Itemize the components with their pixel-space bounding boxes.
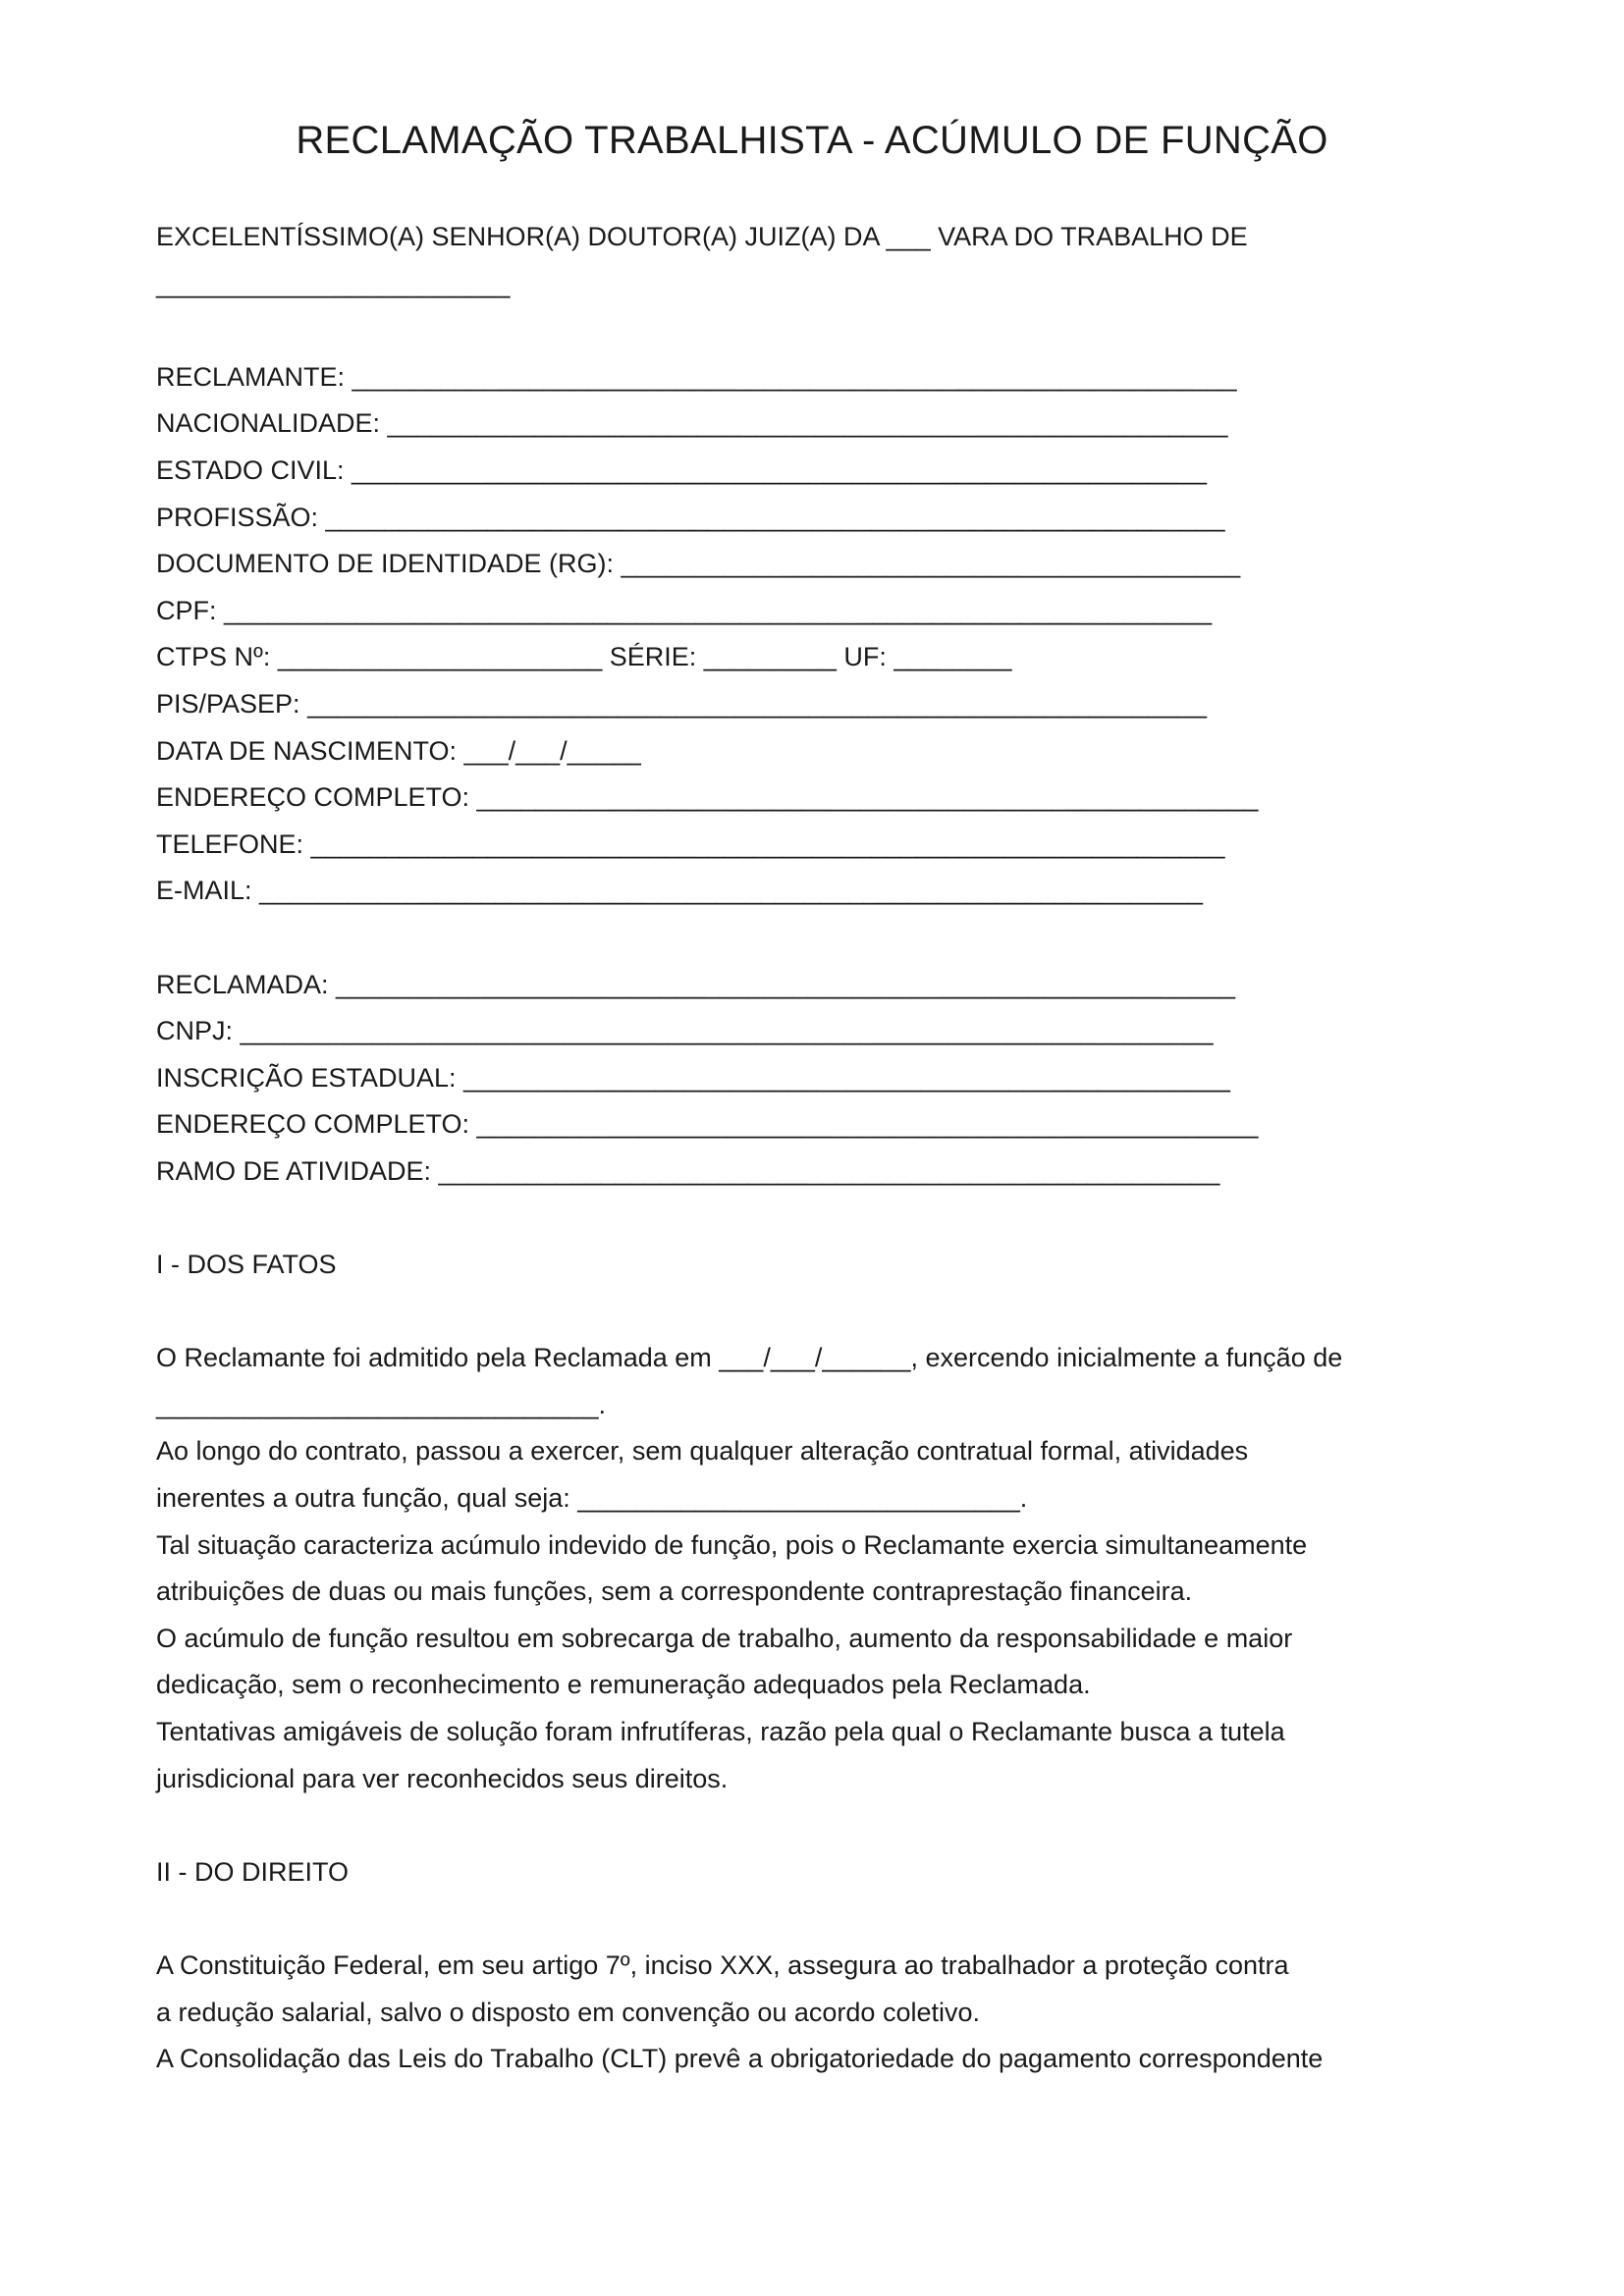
paragraph-line: atribuições de duas ou mais funções, sem a correspondente contraprestação financeira. [156,1576,1193,1607]
document-body [156,214,1472,2083]
court-address-line: EXCELENTÍSSIMO(A) SENHOR(A) DOUTOR(A) JUIZ(A) DA ___ VARA DO TRABALHO DE [156,222,1248,251]
paragraph-line: Tentativas amigáveis de solução foram infrutíferas, razão pela qual o Reclamante busca a tutela [156,1717,1285,1746]
paragraph-line: jurisdicional para ver reconhecidos seus direitos. [156,1763,729,1793]
paragraph-line: A Constituição Federal, em seu artigo 7º, inciso XXX, assegura ao trabalhador a proteção contra [156,1949,1289,1980]
spacer [156,1289,1472,1336]
paragraph-line: Tal situação caracteriza acúmulo indevido de função, pois o Reclamante exercia simultaneamente [156,1529,1308,1560]
direito-paragraph [156,1943,1472,2083]
cnpj-field: CNPJ: __________________________________________________________________ [156,1016,1214,1046]
paragraph-line: inerentes a outra função, qual seja: ______________________________. [156,1483,1028,1514]
paragraph-line: ______________________________. [156,1389,606,1419]
reclamante-field: RECLAMANTE: ____________________________________________________________ [156,361,1237,392]
paragraph-line: O acúmulo de função resultou em sobrecarga de trabalho, aumento da responsabilidade e maior [156,1623,1293,1653]
cpf-field: CPF: ___________________________________________________________________ [156,595,1213,625]
estado-civil-field: ESTADO CIVIL: __________________________________________________________ [156,454,1207,485]
paragraph-line: Ao longo do contrato, passou a exercer, sem qualquer alteração contratual formal, atividades [156,1436,1249,1467]
data-nascimento-field: DATA DE NASCIMENTO: ___/___/_____ [156,735,641,766]
telefone-field: TELEFONE: ______________________________________________________________ [156,828,1225,859]
section-heading-fatos: I - DOS FATOS [156,1250,337,1280]
spacer [156,1802,1472,1849]
spacer [156,1896,1472,1943]
reclamada-field: RECLAMADA: _____________________________________________________________ [156,969,1236,999]
ramo-atividade-field: RAMO DE ATIVIDADE: _____________________________________________________ [156,1155,1220,1186]
section-heading-direito: II - DO DIREITO [156,1856,350,1887]
spacer [156,915,1472,962]
profissao-field: PROFISSÃO: _____________________________________________________________ [156,502,1225,532]
nacionalidade-field: NACIONALIDADE: _________________________________________________________ [156,408,1228,439]
paragraph-line: a redução salarial, salvo o disposto em convenção ou acordo coletivo. [156,1997,980,2027]
endereco-reclamante-field: ENDEREÇO COMPLETO: _____________________________________________________ [156,782,1259,813]
spacer [156,307,1472,354]
document-title: RECLAMAÇÃO TRABALHISTA - ACÚMULO DE FUNÇÃO [296,119,1328,162]
pis-pasep-field: PIS/PASEP: _____________________________________________________________ [156,688,1208,719]
reclamada-section [156,962,1472,1196]
court-city-blank: ________________________ [156,268,511,298]
paragraph-line: O Reclamante foi admitido pela Reclamada em ___/___/______, exercendo inicialmente a função de [156,1343,1343,1373]
paragraph-line: dedicação, sem o reconhecimento e remuneração adequados pela Reclamada. [156,1670,1091,1700]
spacer [156,1195,1472,1242]
fatos-paragraph [156,1335,1472,1802]
endereco-reclamada-field: ENDEREÇO COMPLETO: _____________________________________________________ [156,1109,1259,1140]
ctps-field: CTPS Nº: ______________________ SÉRIE: _________ UF: ________ [156,642,1012,672]
reclamante-section [156,354,1472,915]
email-field: E-MAIL: ________________________________________________________________ [156,876,1204,906]
rg-field: DOCUMENTO DE IDENTIDADE (RG): __________________________________________ [156,549,1241,579]
inscricao-estadual-field: INSCRIÇÃO ESTADUAL: ____________________________________________________ [156,1062,1230,1093]
paragraph-line: A Consolidação das Leis do Trabalho (CLT) prevê a obrigatoriedade do pagamento correspondente [156,2044,1324,2074]
